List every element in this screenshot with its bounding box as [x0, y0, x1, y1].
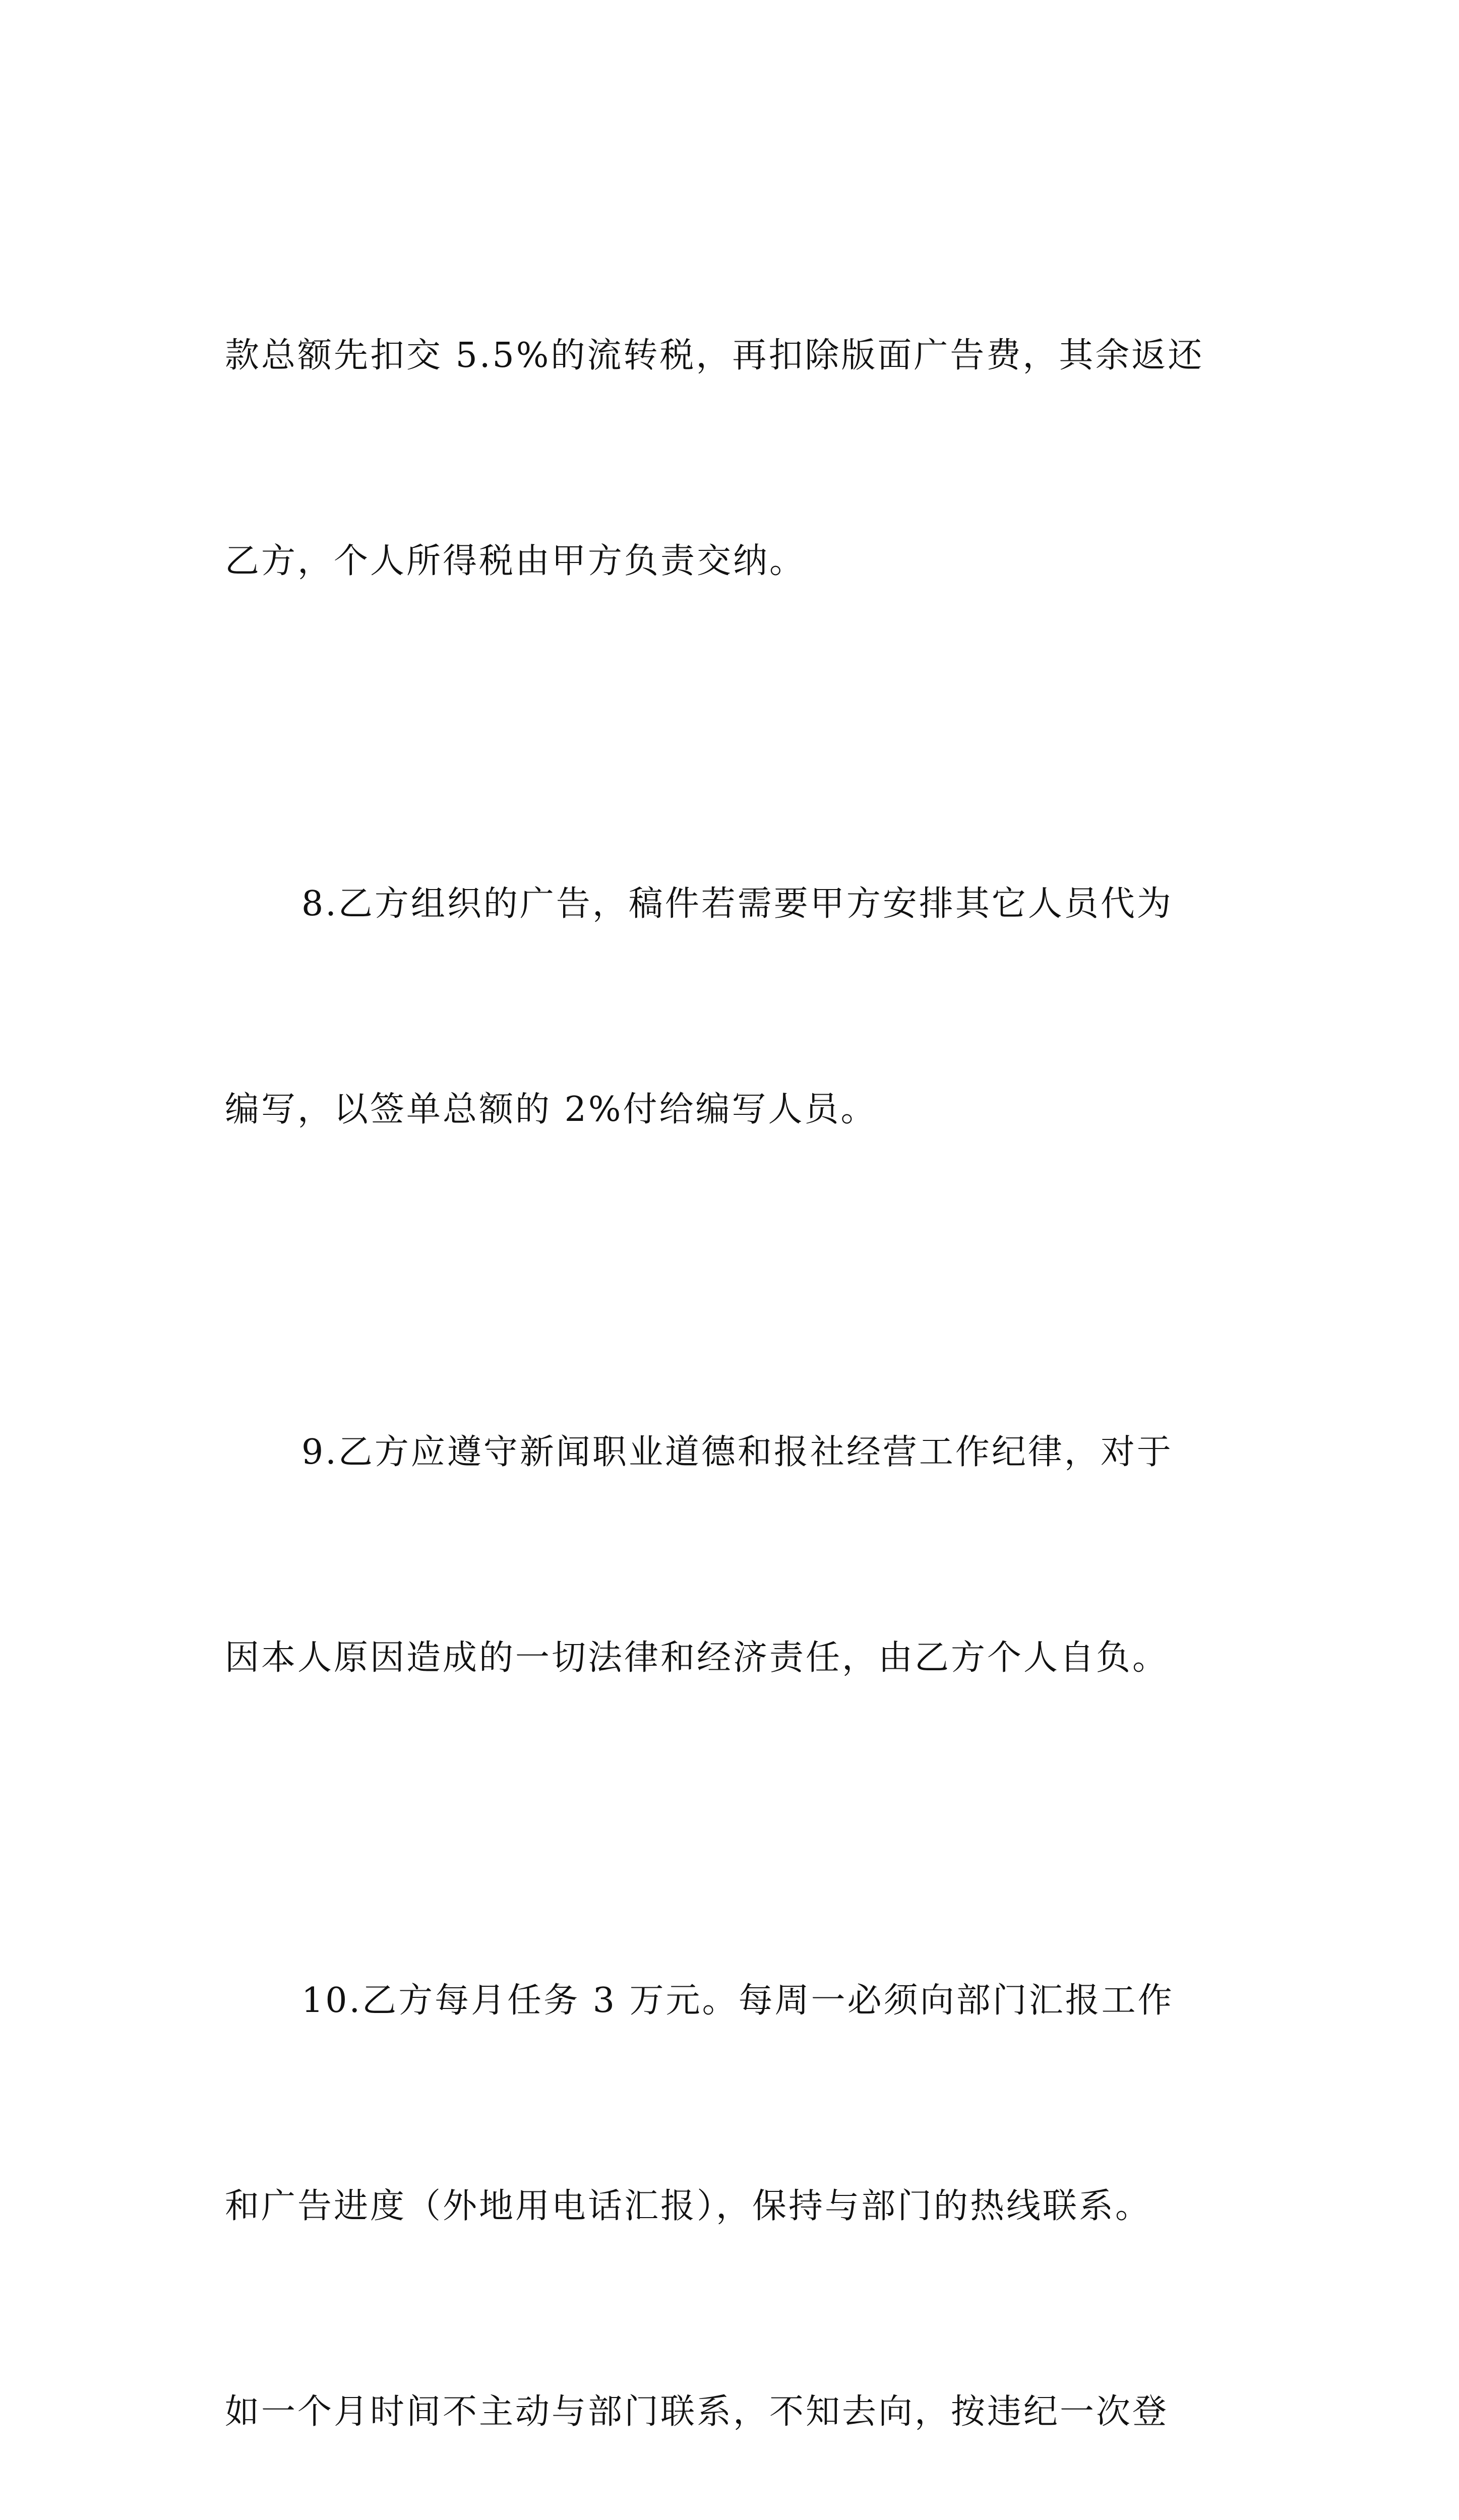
text-line: 9.乙方应遵守新闻职业道德和报社经营工作纪律，对于 — [301, 1432, 1173, 1472]
text-line: 编写，以签单总额的 2%付给编写人员。 — [225, 1090, 877, 1129]
text-line: 10.乙方每月任务 3 万元。每周一必须向部门汇报工作 — [301, 1981, 1174, 2021]
text-line: 因本人原因造成的一切法律和经济责任，由乙方个人自负。 — [225, 1638, 1169, 1678]
clause-9 — [225, 1281, 1248, 1830]
text-line: 款总额先扣交 5.5%的流转税，再扣除版面广告费，其余返还 — [225, 336, 1204, 375]
text-line: 如一个月时间不主动与部门联系，不知去向，按违纪一次登 — [225, 2392, 1169, 2432]
clause-8 — [225, 733, 1248, 1281]
text-line: 和广告进度（外地用电话汇报），保持与部门的热线联系。 — [225, 2186, 1152, 2226]
clause-7-continued — [225, 184, 1248, 733]
agreement-body — [225, 184, 1248, 2520]
text-line: 8.乙方组织的广告，稿件若需要甲方安排其它人员代为 — [301, 884, 1173, 924]
text-line: 乙方，个人所得税由甲方负责交纳。 — [225, 541, 806, 581]
clause-10 — [225, 1830, 1248, 2520]
